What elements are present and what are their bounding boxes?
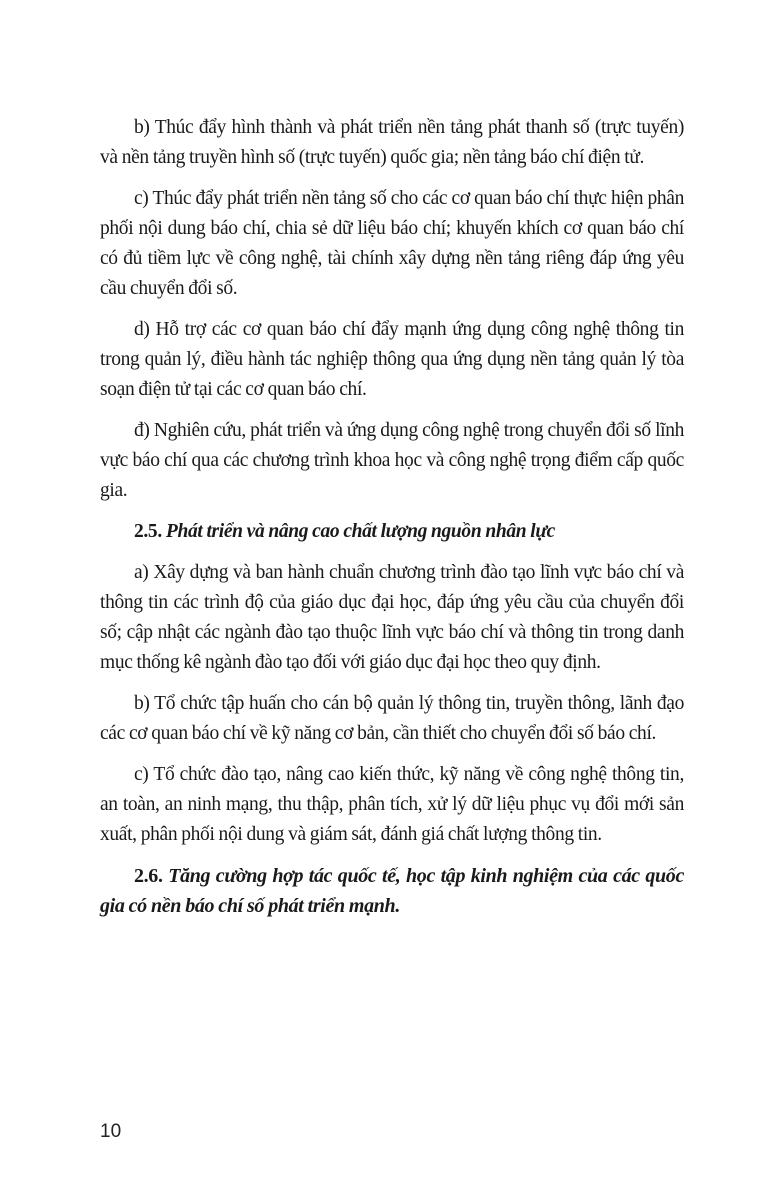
page-number: 10 (100, 1121, 122, 1142)
section-heading-2-5 (100, 517, 684, 547)
section-title: Tăng cường hợp tác quốc tế, học tập kinh nghiệm của các quốc gia có nền báo chí số phát triển mạnh. (100, 865, 684, 917)
paragraph-d: d) Hỗ trợ các cơ quan báo chí đẩy mạnh ứng dụng công nghệ thông tin trong quản lý, điều hành tác nghiệp thông qua ứng dụng nền tảng quản lý tòa soạn điện tử tại các cơ quan báo chí. (100, 319, 684, 400)
paragraph-2-5-b: b) Tổ chức tập huấn cho cán bộ quản lý thông tin, truyền thông, lãnh đạo các cơ quan báo chí về kỹ năng cơ bản, cần thiết cho chuyển đổi số báo chí. (100, 693, 684, 744)
section-heading-2-6 (100, 861, 684, 921)
section-number: 2.5. (134, 521, 162, 542)
paragraph-b: b) Thúc đẩy hình thành và phát triển nền tảng phát thanh số (trực tuyến) và nền tảng truyền hình số (trực tuyến) quốc gia; nền tảng báo chí điện tử. (100, 117, 684, 168)
page-body (100, 113, 684, 932)
paragraph-2-5-c: c) Tổ chức đào tạo, nâng cao kiến thức, kỹ năng về công nghệ thông tin, an toàn, an ninh mạng, thu thập, phân tích, xử lý dữ liệu phục vụ đổi mới sản xuất, phân phối nội dung và giám sát, đánh giá chất lượng thông tin. (100, 764, 684, 845)
section-number: 2.6. (134, 865, 163, 887)
paragraph-2-5-a: a) Xây dựng và ban hành chuẩn chương trình đào tạo lĩnh vực báo chí và thông tin các trình độ của giáo dục đại học, đáp ứng yêu cầu của chuyển đổi số; cập nhật các ngành đào tạo thuộc lĩnh vực báo chí và thông tin trong danh mục thống kê ngành đào tạo đối với giáo dục đại học theo quy định. (100, 562, 684, 673)
paragraph-c: c) Thúc đẩy phát triển nền tảng số cho các cơ quan báo chí thực hiện phân phối nội dung báo chí, chia sẻ dữ liệu báo chí; khuyến khích cơ quan báo chí có đủ tiềm lực về công nghệ, tài chính xây dựng nền tảng riêng đáp ứng yêu cầu chuyển đổi số. (100, 188, 684, 299)
section-title: Phát triển và nâng cao chất lượng nguồn nhân lực (165, 521, 555, 542)
paragraph-dd: đ) Nghiên cứu, phát triển và ứng dụng công nghệ trong chuyển đổi số lĩnh vực báo chí qua các chương trình khoa học và công nghệ trọng điểm cấp quốc gia. (100, 420, 684, 501)
